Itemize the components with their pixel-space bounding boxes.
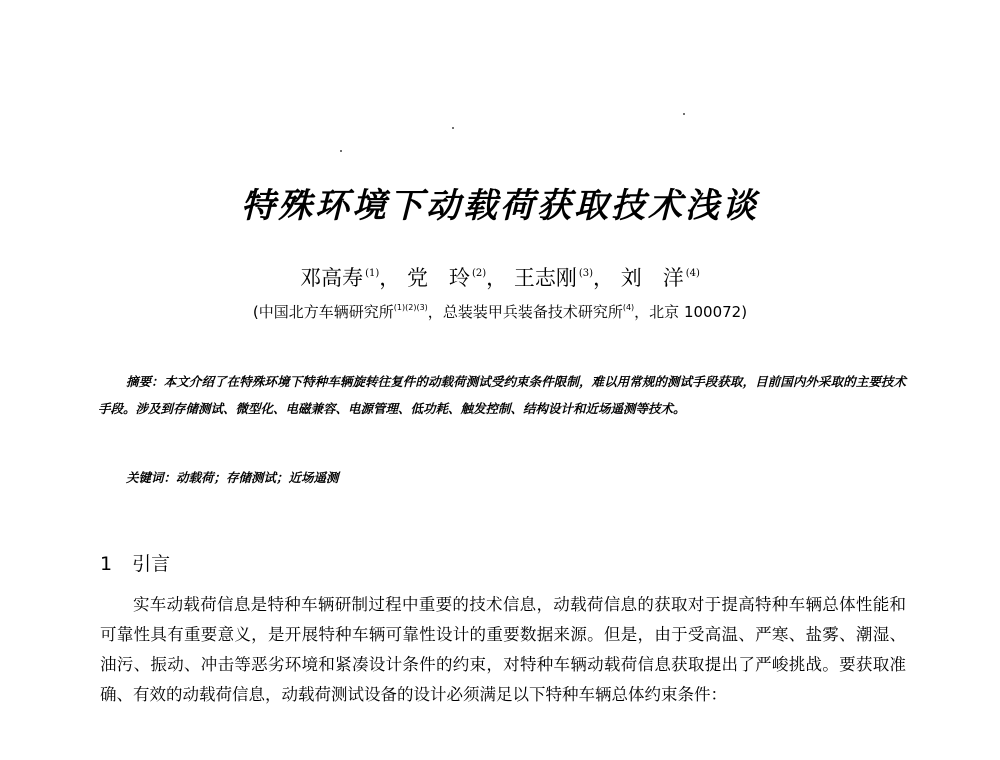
abstract (98, 368, 906, 422)
author-name: 刘 洋 (620, 266, 684, 290)
author-line (0, 262, 1000, 292)
affiliation-org1: 中国北方车辆研究所 (258, 303, 394, 321)
author-name: 党 玲 (406, 266, 470, 290)
scan-speck (452, 127, 454, 129)
affiliation-city: ，北京 100072) (634, 303, 748, 321)
section-title: 引言 (132, 553, 171, 575)
author-separator: ， (379, 266, 401, 290)
affiliation-open: ( (252, 303, 259, 321)
scan-speck (340, 150, 342, 152)
body-paragraph: 实车动载荷信息是特种车辆研制过程中重要的技术信息，动载荷信息的获取对于提高特种车辆总体性能和可靠性具有重要意义，是开展特种车辆可靠性设计的重要数据来源。但是，由于受高温、严寒、盐雾、潮湿、油污、振动、冲击等恶劣环境和紧凑设计条件的约束，对特种车辆动载荷信息获取提出了严峻挑战。要获取准确、有效的动载荷信息，动载荷测试设备的设计必须满足以下特种车辆总体约束条件： (100, 595, 906, 704)
affiliation-org1-marks: (1)(2)(3) (393, 303, 428, 312)
author-mark: (1) (365, 268, 380, 279)
keywords-label: 关键词： (126, 470, 177, 485)
author-name: 邓高寿 (300, 266, 364, 290)
author-mark: (2) (471, 268, 487, 279)
author-separator: ， (593, 266, 615, 290)
abstract-label: 摘要： (126, 374, 164, 389)
author-name: 王志刚 (513, 266, 577, 290)
keywords-text: 动载荷；存储测试；近场遥测 (176, 470, 339, 485)
keywords (126, 468, 339, 486)
affiliation-org2-marks: (4) (622, 303, 635, 312)
affiliation-org2: 总装装甲兵装备技术研究所 (442, 303, 623, 321)
abstract-text: 本文介绍了在特殊环境下特种车辆旋转往复件的动载荷测试受约束条件限制，难以用常规的测试手段获取，目前国内外采取的主要技术手段。涉及到存储测试、微型化、电磁兼容、电源管理、低功耗、触发控制、结构设计和近场遥测等技术。 (98, 374, 906, 416)
affiliation-separator: ， (427, 303, 443, 321)
author-mark: (4) (685, 268, 700, 279)
author-separator: ， (486, 266, 508, 290)
scan-speck (683, 113, 685, 115)
section-heading (100, 549, 170, 576)
paper-title: 特殊环境下动载荷获取技术浅谈 (241, 186, 759, 226)
author-mark: (3) (578, 268, 594, 279)
section-number: 1 (100, 553, 113, 575)
affiliation-line (0, 301, 1000, 322)
